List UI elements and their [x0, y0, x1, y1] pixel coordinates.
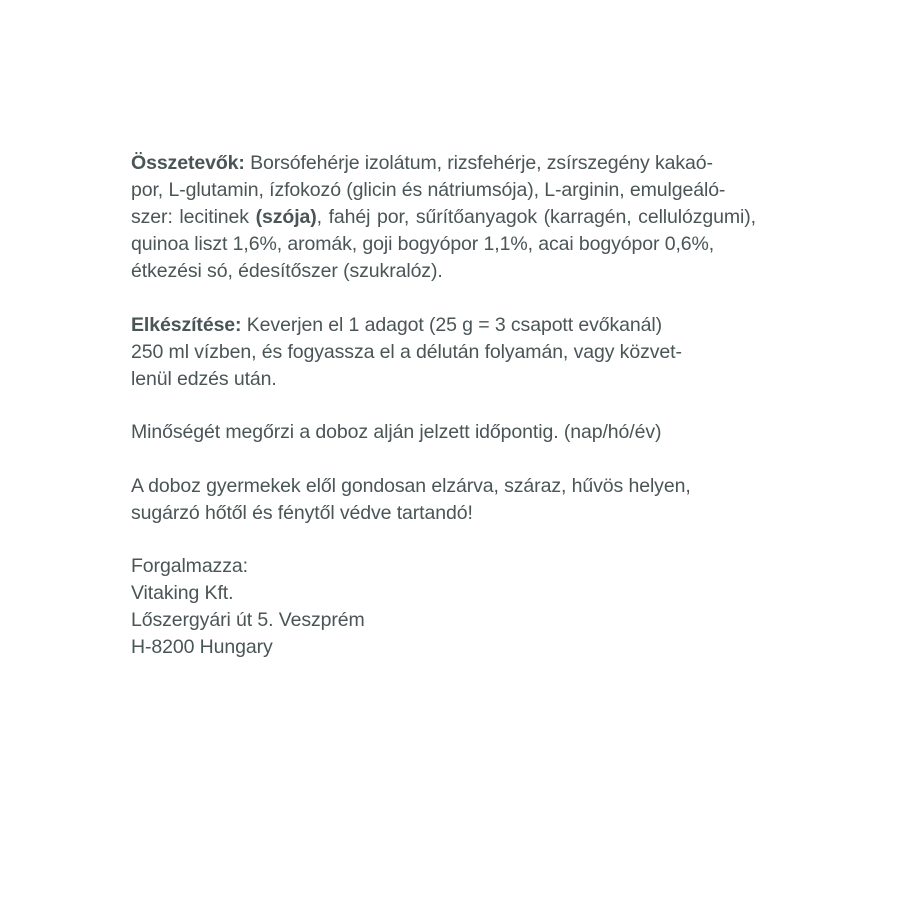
preparation-line-2: 250 ml vízben, és fogyassza el a délután folyamán, vagy közvet- [131, 341, 682, 363]
distributor-label: Forgalmazza: [131, 555, 248, 577]
storage-line-2: sugárzó hőtől és fénytől védve tartandó! [131, 502, 473, 524]
storage-line-1: A doboz gyermekek elől gondosan elzárva, száraz, hűvös helyen, [131, 475, 691, 497]
ingredients-line-4: quinoa liszt 1,6%, aromák, goji bogyópor 1,1%, acai bogyópor 0,6%, [131, 233, 715, 255]
preparation-line-1 [131, 312, 756, 339]
ingredients-heading: Összetevők: [131, 152, 245, 174]
ingredients-paragraph [131, 150, 756, 285]
preparation-line-3: lenül edzés után. [131, 368, 277, 390]
ingredients-line-1-text: Borsófehérje izolátum, rizsfehérje, zsírszegény kakaó- [244, 152, 713, 174]
ingredients-line-3 [131, 204, 756, 231]
product-label-text [131, 150, 756, 661]
ingredients-line-3-text-a: szer: lecitinek [131, 206, 256, 228]
ingredients-line-1 [131, 150, 756, 177]
preparation-paragraph [131, 312, 756, 393]
ingredients-line-5: étkezési só, édesítőszer (szukralóz). [131, 260, 443, 282]
ingredients-line-3-text-b: , fahéj por, sűrítőanyagok (karragén, cellulózgumi), [316, 206, 756, 228]
storage-paragraph [131, 473, 756, 527]
distributor-paragraph [131, 553, 756, 661]
distributor-address: Lőszergyári út 5. Veszprém [131, 609, 365, 631]
distributor-company: Vitaking Kft. [131, 582, 234, 604]
allergen-soy: (szója) [255, 206, 317, 228]
preparation-heading: Elkészítése: [131, 314, 242, 336]
best-before-paragraph [131, 419, 756, 446]
ingredients-line-2: por, L-glutamin, ízfokozó (glicin és nátriumsója), L-arginin, emulgeáló- [131, 179, 726, 201]
best-before-line-1: Minőségét megőrzi a doboz alján jelzett időpontig. (nap/hó/év) [131, 421, 662, 443]
preparation-line-1-text: Keverjen el 1 adagot (25 g = 3 csapott evőkanál) [241, 314, 663, 336]
distributor-postal: H-8200 Hungary [131, 636, 273, 658]
